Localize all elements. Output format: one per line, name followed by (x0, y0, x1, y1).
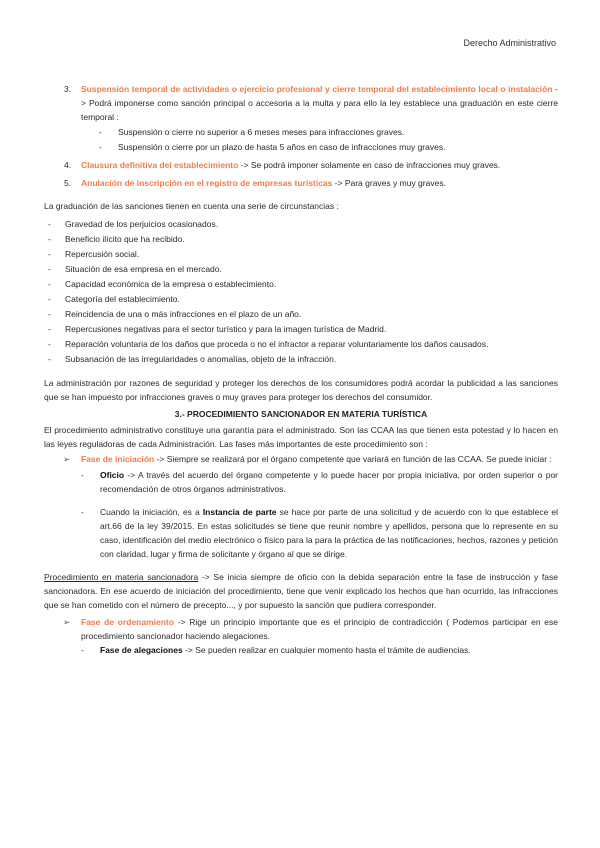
item-prefix: Cuando la iniciación, es a (100, 507, 203, 517)
list-item (44, 217, 558, 231)
list-item (99, 140, 558, 154)
dash-bullet: - (48, 354, 51, 364)
dash-bullet: - (48, 279, 51, 289)
item-keyword: Instancia de parte (202, 507, 277, 517)
list-item-text: Gravedad de los perjuicios ocasionados. (65, 219, 219, 229)
list-item-text: Suspensión o cierre no superior a 6 meses meses para infracciones graves. (118, 127, 405, 137)
section-intro: El procedimiento administrativo constituye una garantía para el administrado. Son las CCAA las que tienen esta potestad y lo hacen en las leyes reguladoras de cada Administración. Las fases más importantes de este procedimiento son : (44, 425, 558, 449)
initiation-types-list (81, 468, 558, 561)
sanction-title: Suspensión temporal de actividades o ejercicio profesional y cierre temporal del establecimiento local o instalación (81, 84, 553, 94)
dash-bullet: - (99, 142, 102, 152)
list-item (44, 247, 558, 261)
procedure-text: -> Se inicia siempre de oficio con la debida separación entre la fase de instrucción y fase sancionadora. En ese acuerdo de iniciación del procedimiento, tiene que venir explicado los hechos que han ocurrido, las infracciones que se han cometido con el número de precepto..., y por supuesto la sanción que pudiera corresponder. (44, 572, 558, 610)
section-title: 3.- PROCEDIMIENTO SANCIONADOR EN MATERIA TURÍSTICA (174, 409, 428, 419)
sanction-item-3 (64, 82, 558, 154)
list-item (81, 505, 558, 561)
phase-text: -> Rige un principio importante que es el principio de contradicción ( Podemos participar en ese procedimiento sancionador haciendo alegaciones. (81, 617, 558, 641)
phase-ordering (44, 615, 558, 643)
list-item (44, 337, 558, 351)
document-header: Derecho Administrativo (463, 38, 556, 48)
list-item (44, 292, 558, 306)
sanctions-list (64, 82, 558, 190)
item-text: se hace por parte de una solicitud y de acuerdo con lo que establece el art.66 de la ley 39/2015. En estas solicitudes se tiene que reunir nombre y apellidos, persona que lo represente en su caso, identificación del medio electrónico o físico para la para la práctica de las notificaciones, hechos, razones y petición con claridad, lugar y firma de solicitante y órgano al que se dirige. (100, 507, 559, 559)
phase-title: Fase de ordenamiento (81, 617, 174, 627)
phase-initiation (44, 452, 558, 466)
dash-bullet: - (99, 127, 102, 137)
page-content (44, 82, 558, 657)
dash-bullet: - (81, 507, 84, 517)
dash-bullet: - (48, 324, 51, 334)
graduation-intro: La graduación de las sanciones tienen en cuenta una serie de circunstancias : (44, 201, 339, 211)
sanction-text: -> Se podrá imponer solamente en caso de infracciones muy graves. (238, 160, 501, 170)
dash-bullet: - (81, 470, 84, 480)
list-item (44, 322, 558, 336)
list-item (44, 232, 558, 246)
list-item-text: Reparación voluntaria de los daños que proceda o no el infractor a reparar voluntariamente los daños causados. (65, 339, 489, 349)
list-item-text: Repercusiones negativas para el sector turístico y para la imagen turística de Madrid. (65, 324, 387, 334)
sanction-item-4 (64, 158, 558, 172)
list-item (99, 125, 558, 139)
list-item (44, 262, 558, 276)
sanction-title: Clausura definitiva del establecimiento (81, 160, 239, 170)
list-item-text: Suspensión o cierre por un plazo de hasta 5 años en caso de infracciones muy graves. (118, 142, 446, 152)
phase-title: Fase de iniciación (81, 454, 155, 464)
arrow-bullet-icon: ➢ (63, 617, 71, 627)
sanction-title: Anulación de inscripción en el registro de empresas turísticas (81, 178, 333, 188)
procedure-paragraph (44, 570, 558, 612)
sanction-sublist (99, 125, 558, 154)
list-number: 4. (64, 160, 72, 170)
list-item-text: Reincidencia de una o más infracciones en el plazo de un año. (65, 309, 302, 319)
sanction-item-5 (64, 176, 558, 190)
list-item-text: Situación de esa empresa en el mercado. (65, 264, 222, 274)
list-item-text: Categoría del establecimiento. (65, 294, 180, 304)
dash-bullet: - (48, 264, 51, 274)
item-text: -> A través del acuerdo del órgano competente y lo puede hacer por propia iniciativa, por orden superior o por recomendación de otros órganos administrativos. (100, 470, 558, 494)
list-item (44, 352, 558, 366)
procedure-heading: Procedimiento en materia sancionadora (44, 572, 199, 582)
list-number: 3. (64, 84, 72, 94)
sanction-text: -> Podrá imponerse como sanción principal o accesoria a la multa y para ello la ley establece una graduación en este cierre temporal : (81, 84, 558, 122)
dash-bullet: - (48, 234, 51, 244)
list-item-text: Capacidad económica de la empresa o establecimiento. (65, 279, 277, 289)
graduation-list (44, 217, 558, 366)
item-keyword: Fase de alegaciones (100, 645, 183, 655)
phase-text: -> Siempre se realizará por el órgano competente que variará en función de las CCAA. Se puede iniciar : (154, 454, 552, 464)
list-item-text: Beneficio ilícito que ha recibido. (65, 234, 185, 244)
item-keyword: Oficio (100, 470, 125, 480)
arrow-bullet-icon: ➢ (63, 454, 71, 464)
list-item (44, 307, 558, 321)
item-text: -> Se pueden realizar en cualquier momento hasta el trámite de audiencias. (182, 645, 471, 655)
list-item-text: Repercusión social. (65, 249, 140, 259)
dash-bullet: - (48, 219, 51, 229)
dash-bullet: - (48, 309, 51, 319)
list-item (81, 643, 558, 657)
sanction-text: -> Para graves y muy graves. (332, 178, 446, 188)
dash-bullet: - (48, 294, 51, 304)
dash-bullet: - (81, 645, 84, 655)
dash-bullet: - (48, 249, 51, 259)
dash-bullet: - (48, 339, 51, 349)
list-item-text: Subsanación de las irregularidades o anomalías, objeto de la infracción. (65, 354, 337, 364)
list-item (81, 468, 558, 496)
ordering-sublist (81, 643, 558, 657)
publicity-paragraph: La administración por razones de seguridad y proteger los derechos de los consumidores podrá acordar la publicidad a las sanciones que se han impuesto por infracciones graves o muy graves para proteger los derechos del consumidor. (44, 378, 558, 402)
list-item (44, 277, 558, 291)
list-number: 5. (64, 178, 72, 188)
